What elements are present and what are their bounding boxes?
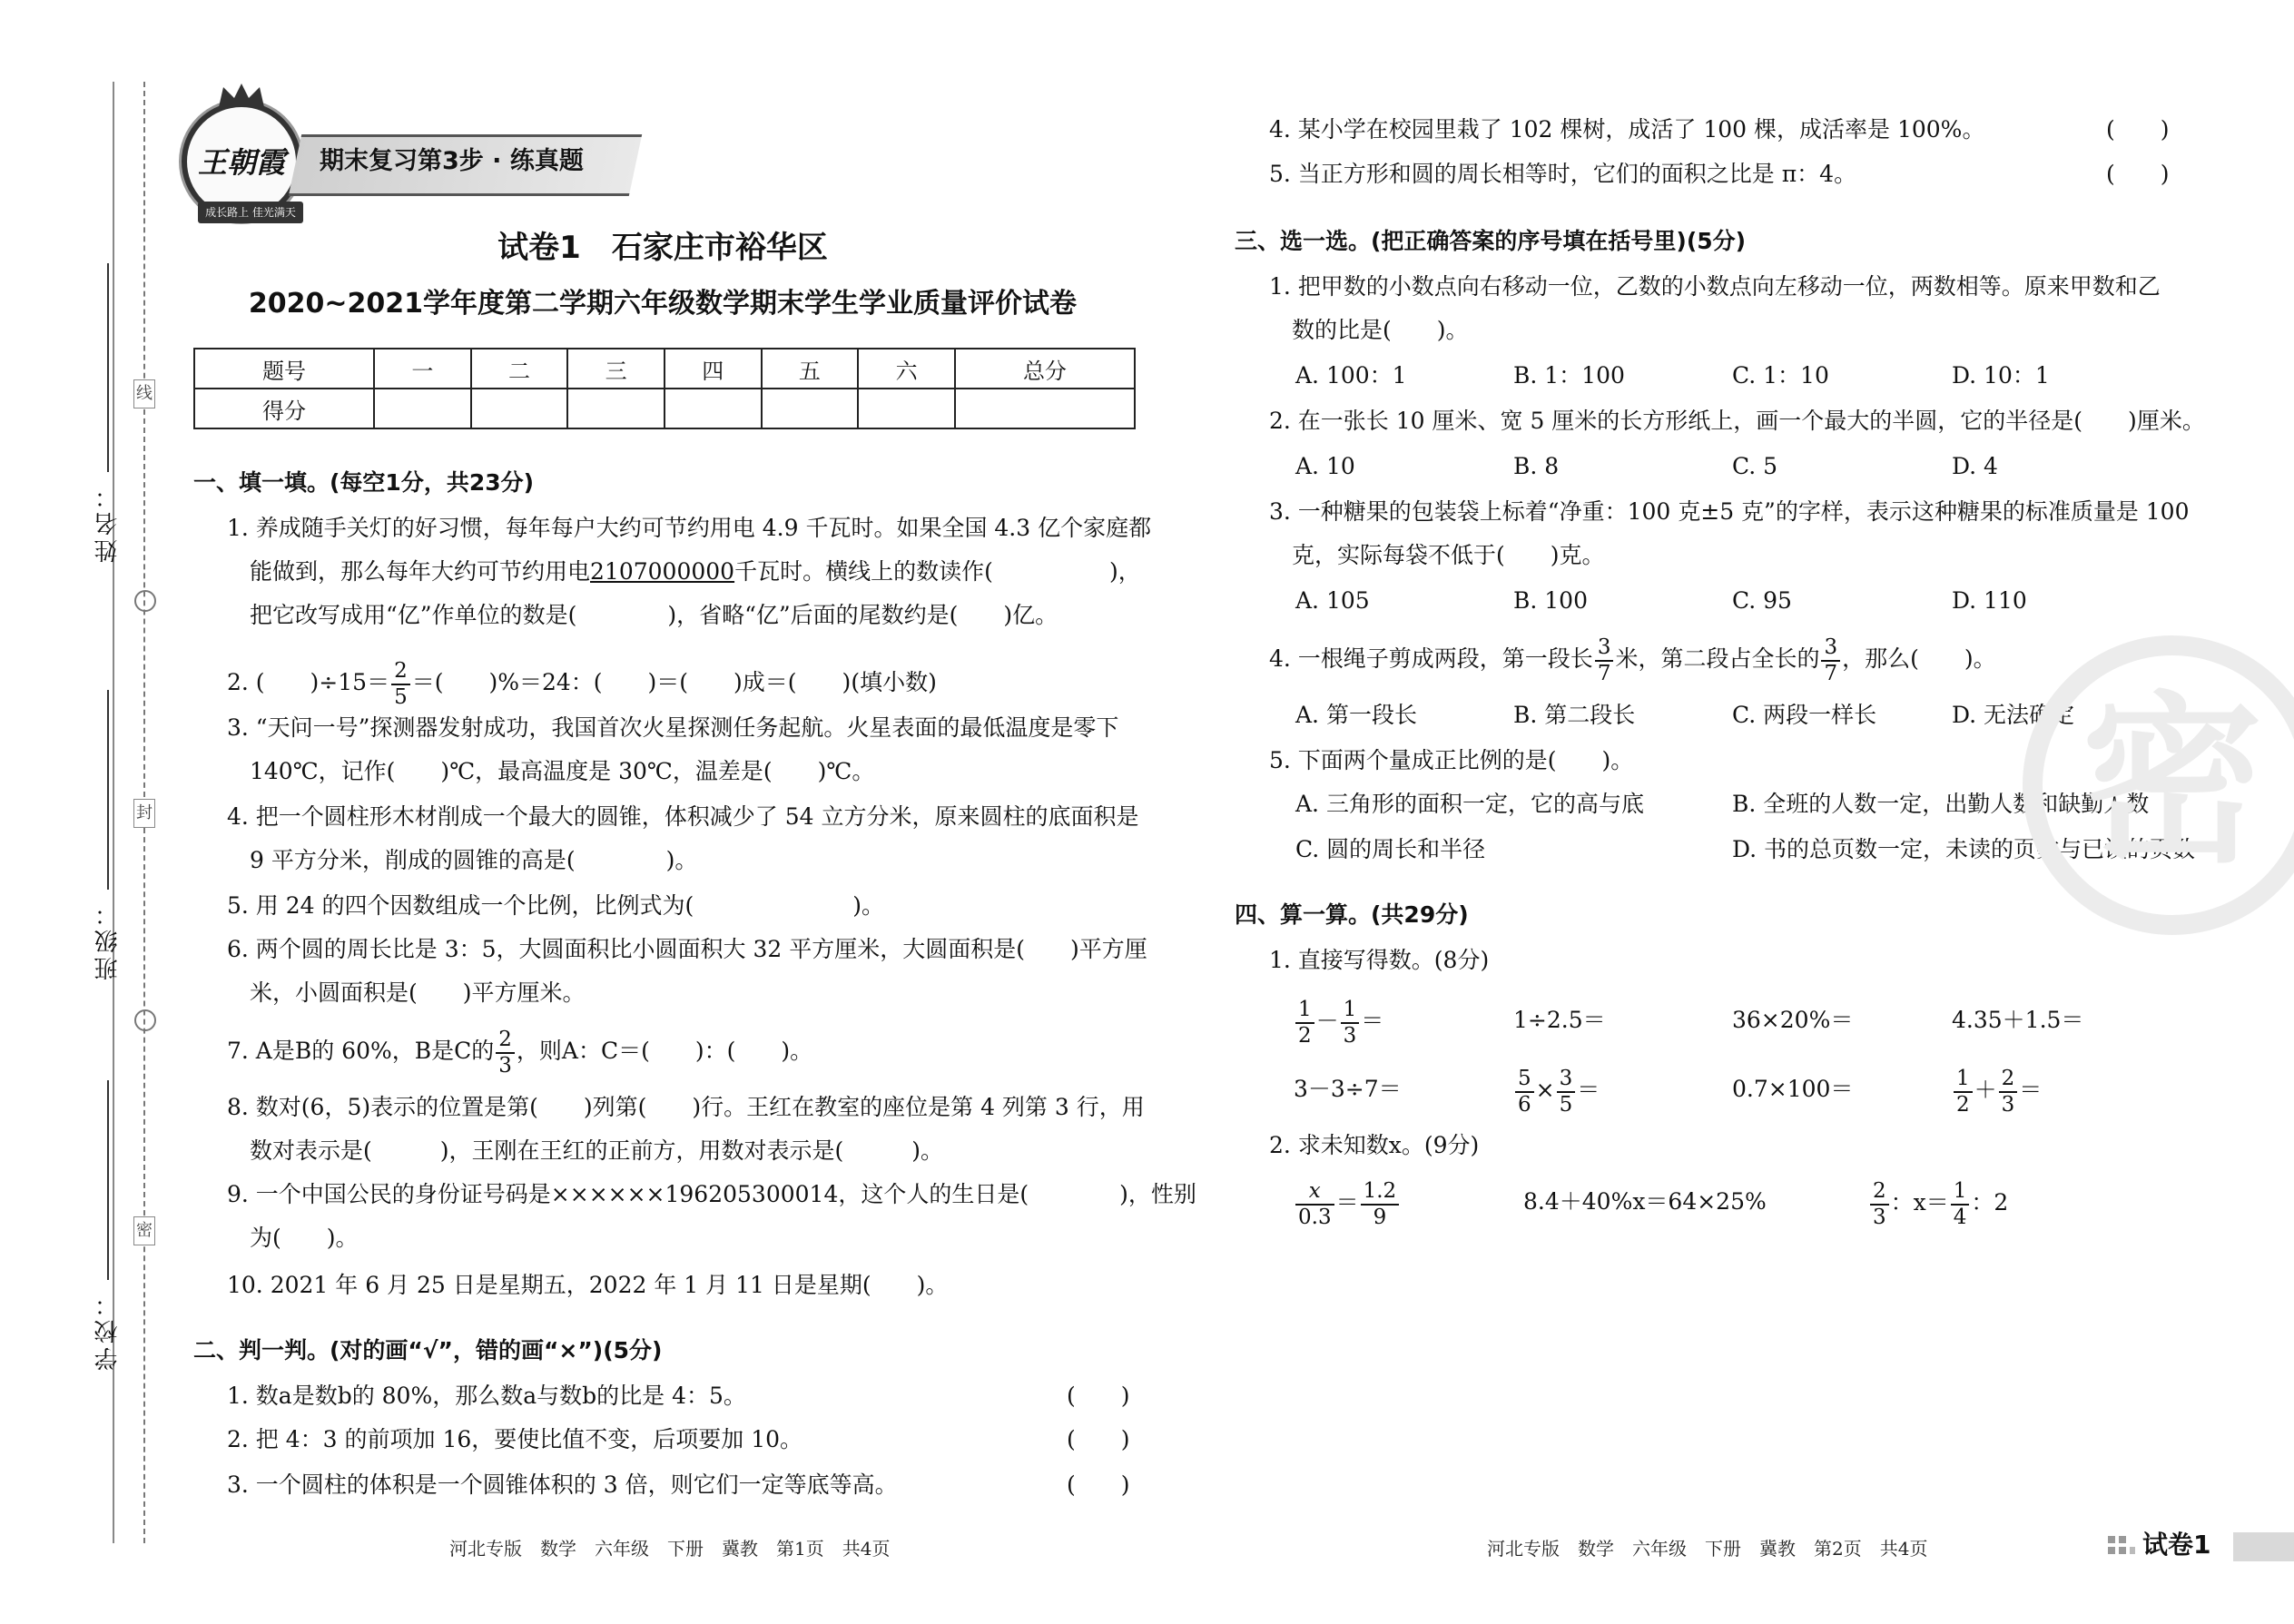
c2-option-a[interactable]: A. 10 (1295, 453, 1355, 479)
score-col-1: 一 (374, 349, 471, 389)
k2-e1-frac-a (1295, 1178, 1334, 1229)
k2-e3-bn: 1 (1951, 1181, 1970, 1206)
c3-option-a[interactable]: A. 105 (1295, 587, 1370, 614)
school-label: 学校： (94, 1289, 122, 1371)
section-1-title: 一、填一填。(每空1分，共23分) (193, 469, 535, 496)
k2-e1-op: ＝ (1335, 1189, 1359, 1216)
c4-fraction-2 (1821, 637, 1840, 684)
binding-hole-2 (134, 1009, 156, 1031)
k2-e1-bn: 1.2 (1361, 1181, 1400, 1206)
q8-line-b: 数对表示是( )，王刚在王红的正前方，用数对表示是( )。 (250, 1137, 944, 1164)
score-col-6: 六 (858, 349, 955, 389)
k1-e6-bn: 3 (1557, 1068, 1576, 1093)
q4-line-b: 9 平方分米，削成的圆锥的高是( )。 (250, 847, 698, 873)
c3-line-b: 克，实际每袋不低于( )克。 (1292, 542, 1605, 568)
k1-e1-tail: ＝ (1361, 1008, 1384, 1034)
c1-option-c[interactable]: C. 1：10 (1732, 362, 1829, 389)
c4-fraction-1 (1595, 637, 1614, 684)
k1-expr-2: 1÷2.5＝ (1513, 1007, 1606, 1033)
score-col-4: 四 (665, 349, 762, 389)
score-col-label: 题号 (194, 349, 374, 389)
k1-e8-frac-a (1954, 1068, 1973, 1116)
c1-option-b[interactable]: B. 1：100 (1513, 362, 1625, 389)
k1-e6-bd: 5 (1559, 1092, 1573, 1117)
seal-char-xian: 线 (133, 379, 155, 408)
q7-line (227, 1024, 812, 1078)
c1-option-d[interactable]: D. 10：1 (1952, 362, 2050, 389)
k1-e8-bn: 2 (1999, 1068, 2018, 1093)
section-4-title: 四、算一算。(共29分) (1235, 901, 1469, 928)
q7-frac-num: 2 (496, 1029, 515, 1054)
k1-e1-frac-a (1295, 999, 1314, 1047)
c5-line-a: 5. 下面两个量成正比例的是( )。 (1269, 747, 1634, 773)
watermark-seal-char: 密 (2081, 676, 2263, 888)
c1-line-a: 1. 把甲数的小数点向右移动一位，乙数的小数点向左移动一位，两数相等。原来甲数和乙 (1269, 273, 2161, 300)
c2-option-c[interactable]: C. 5 (1732, 453, 1778, 479)
q1-b-text1: 能做到，那么每年大约可节约用电 (250, 558, 591, 585)
k1-e1-frac-b (1341, 999, 1360, 1047)
k2-expr-3 (1868, 1171, 2008, 1235)
k2-e1-bd: 9 (1373, 1205, 1387, 1229)
judge-5: 5. 当正方形和圆的周长相等时，它们的面积之比是 π：4。 (1269, 161, 1857, 187)
score-col-2: 二 (471, 349, 568, 389)
q9-line-a: 9. 一个中国公民的身份证号码是××××××196205300014，这个人的生日是( )，性别 (227, 1181, 1196, 1207)
k2-e3-an: 2 (1870, 1181, 1889, 1206)
page-subtitle: 2020~2021学年度第二学期六年级数学期末学生学业质量评价试卷 (248, 288, 1078, 320)
q3-line-b: 140℃，记作( )℃，最高温度是 30℃，温差是( )℃。 (250, 758, 875, 784)
k2-e3-tail: ：2 (1971, 1189, 2009, 1216)
watermark-seal (2023, 635, 2294, 935)
k2-expr-2: 8.4＋40%x＝64×25% (1523, 1188, 1767, 1215)
c4-option-d[interactable]: D. 无法确定 (1952, 702, 2075, 728)
q3-line-a: 3. “天问一号”探测器发射成功，我国首次火星探测任务起航。火星表面的最低温度是零下 (227, 714, 1119, 741)
k1-expr-5: 3－3÷7＝ (1294, 1076, 1402, 1102)
c3-option-c[interactable]: C. 95 (1732, 587, 1792, 614)
binding-hole-1 (134, 590, 156, 612)
page-title: 试卷1 石家庄市裕华区 (497, 230, 828, 266)
score-table-score-row (194, 389, 1135, 428)
k2-e3-bd: 4 (1953, 1205, 1967, 1229)
tab-strip (2233, 1532, 2294, 1561)
k1-e1-ad: 2 (1298, 1023, 1312, 1048)
q7-text-a: 7. A是B的 60%，B是C的 (227, 1038, 495, 1064)
c3-line-a: 3. 一种糖果的包装袋上标着“净重：100 克±5 克”的字样，表示这种糖果的标准质量是 100 (1269, 498, 2190, 525)
c2-option-b[interactable]: B. 8 (1513, 453, 1560, 479)
q2-text-a: 2. ( )÷15＝ (227, 669, 390, 695)
k2-e1-frac-b (1361, 1178, 1400, 1229)
judge-1-paren[interactable]: ( ) (1067, 1383, 1130, 1409)
seal-char-mi: 密 (133, 1216, 155, 1245)
c4-text-c: ，那么( )。 (1842, 645, 1996, 672)
seal-char-feng: 封 (133, 799, 155, 828)
c4-f1-den: 7 (1597, 661, 1611, 685)
judge-2-paren[interactable]: ( ) (1067, 1426, 1130, 1452)
score-cell[interactable] (374, 389, 471, 428)
name-line[interactable] (107, 263, 109, 472)
c3-option-d[interactable]: D. 110 (1952, 587, 2027, 614)
k2-e3-frac-a (1870, 1178, 1889, 1229)
c5-option-c[interactable]: C. 圆的周长和半径 (1295, 836, 1486, 862)
tab-dots-icon (2108, 1536, 2135, 1558)
k1-e8-op: ＋ (1974, 1077, 1997, 1103)
c4-line-a (1269, 632, 1996, 686)
c4-option-a[interactable]: A. 第一段长 (1295, 702, 1417, 728)
score-col-3: 三 (567, 349, 665, 389)
k1-e1-bd: 3 (1343, 1023, 1357, 1048)
q2-frac-den: 5 (394, 684, 408, 709)
score-cell[interactable] (955, 389, 1135, 428)
q1-line-b (250, 556, 993, 588)
c2-option-d[interactable]: D. 4 (1952, 453, 1998, 479)
q1-line-c: 把它改写成用“亿”作单位的数是( )，省略“亿”后面的尾数约是( )亿。 (250, 602, 1058, 628)
k1-expr-6 (1513, 1058, 1600, 1122)
score-cell[interactable] (567, 389, 665, 428)
k1-expr-4: 4.35＋1.5＝ (1952, 1007, 2084, 1033)
judge-3: 3. 一个圆柱的体积是一个圆锥体积的 3 倍，则它们一定等底等高。 (227, 1471, 898, 1498)
k1-e6-tail: ＝ (1577, 1077, 1600, 1103)
judge-5-paren[interactable]: ( ) (2106, 161, 2170, 187)
footer-right: 河北专版 数学 六年级 下册 冀教 第2页 共4页 (1487, 1538, 1928, 1560)
logo-ribbon: 成长路上 佳光满天 (198, 202, 303, 223)
k1-e6-op: × (1535, 1077, 1555, 1103)
k1-e8-ad: 2 (1956, 1092, 1970, 1117)
class-line[interactable] (107, 690, 109, 890)
q7-text-b: ，则A：C＝( )：( )。 (516, 1038, 813, 1064)
q5-line: 5. 用 24 的四个因数组成一个比例，比例式为( )。 (227, 892, 885, 919)
q7-frac-den: 3 (498, 1053, 512, 1078)
judge-1: 1. 数a是数b的 80%，那么数a与数b的比是 4：5。 (227, 1383, 746, 1409)
k1-e8-tail: ＝ (2019, 1077, 2043, 1103)
k2-e3-mid: ：x＝ (1890, 1189, 1949, 1216)
c5-option-a[interactable]: A. 三角形的面积一定，它的高与底 (1295, 791, 1644, 817)
k2-title: 2. 求未知数x。(9分) (1269, 1132, 1480, 1158)
c1-line-b: 数的比是( )。 (1292, 317, 1469, 343)
q2-frac-num: 2 (391, 661, 410, 685)
q1-line-b-close: )， (1109, 558, 1141, 585)
judge-3-paren[interactable]: ( ) (1067, 1471, 1130, 1498)
score-cell[interactable] (762, 389, 859, 428)
c3-option-b[interactable]: B. 100 (1513, 587, 1588, 614)
score-cell[interactable] (858, 389, 955, 428)
score-table (193, 348, 1136, 429)
k1-title: 1. 直接写得数。(8分) (1269, 947, 1490, 973)
q2-line (227, 655, 937, 710)
judge-4: 4. 某小学在校园里栽了 102 棵树，成活了 100 棵，成活率是 100%。 (1269, 116, 1985, 143)
judge-4-paren[interactable]: ( ) (2106, 116, 2170, 143)
name-label: 姓名： (94, 481, 122, 563)
c4-f2-num: 3 (1821, 637, 1840, 662)
judge-2: 2. 把 4：3 的前项加 16，要使比值不变，后项要加 10。 (227, 1426, 803, 1452)
q1-b-text2: 千瓦时。横线上的数读作( (734, 558, 993, 585)
score-row-label: 得分 (194, 389, 374, 428)
c1-option-a[interactable]: A. 100：1 (1295, 362, 1407, 389)
section-2-title: 二、判一判。(对的画“√”，错的画“×”)(5分) (193, 1337, 663, 1363)
k2-expr-1 (1294, 1171, 1401, 1235)
banner-text: 期末复习第3步 · 练真题 (320, 147, 584, 175)
k2-e1-an: x (1295, 1181, 1334, 1206)
k1-expr-3: 36×20%＝ (1732, 1007, 1854, 1033)
q6-line-b: 米，小圆面积是( )平方厘米。 (250, 979, 586, 1006)
q2-text-b: ＝( )%＝24：( )＝( )成＝( )(填小数) (411, 669, 937, 695)
logo-text: 王朝霞 (197, 145, 285, 180)
c4-f2-den: 7 (1824, 661, 1838, 685)
score-cell[interactable] (665, 389, 762, 428)
k1-e8-an: 1 (1954, 1068, 1973, 1093)
c4-f1-num: 3 (1595, 637, 1614, 662)
c2-line-a: 2. 在一张长 10 厘米、宽 5 厘米的长方形纸上，画一个最大的半圆，它的半径是( )厘米。 (1269, 408, 2205, 434)
k1-expr-8 (1952, 1058, 2042, 1122)
class-label: 班级： (94, 899, 122, 980)
k1-expr-1 (1294, 989, 1383, 1053)
q2-fraction (391, 658, 410, 709)
k1-e1-an: 1 (1295, 999, 1314, 1024)
footer-left: 河北专版 数学 六年级 下册 冀教 第1页 共4页 (449, 1538, 891, 1560)
score-col-5: 五 (762, 349, 859, 389)
k1-e8-frac-b (1999, 1068, 2018, 1116)
q10-line: 10. 2021 年 6 月 25 日是星期五，2022 年 1 月 11 日是星期( )。 (227, 1272, 949, 1298)
k1-e6-frac-b (1557, 1068, 1576, 1116)
k2-e3-frac-b (1951, 1178, 1970, 1229)
score-col-total: 总分 (955, 349, 1135, 389)
tab-label: 试卷1 (2142, 1530, 2211, 1560)
k1-e8-bd: 3 (2001, 1092, 2015, 1117)
k2-e3-ad: 3 (1873, 1205, 1886, 1229)
q4-line-a: 4. 把一个圆柱形木材削成一个最大的圆锥，体积减少了 54 立方分米，原来圆柱的底面积是 (227, 803, 1139, 830)
score-cell[interactable] (471, 389, 568, 428)
k1-expr-7: 0.7×100＝ (1732, 1076, 1854, 1102)
k1-e6-ad: 6 (1518, 1092, 1531, 1117)
k1-e1-op: － (1315, 1008, 1339, 1034)
q1-line-a: 1. 养成随手关灯的好习惯，每年每户大约可节约用电 4.9 千瓦时。如果全国 4.3 亿个家庭都 (227, 515, 1152, 541)
q7-fraction (496, 1029, 515, 1077)
k1-e1-bn: 1 (1341, 999, 1360, 1024)
q9-line-b: 为( )。 (250, 1225, 359, 1251)
crown-icon (214, 82, 269, 109)
c5-option-b[interactable]: B. 全班的人数一定，出勤人数和缺勤人数 (1732, 791, 2150, 817)
c4-option-b[interactable]: B. 第二段长 (1513, 702, 1636, 728)
k1-e6-frac-a (1515, 1068, 1534, 1116)
q6-line-a: 6. 两个圆的周长比是 3：5，大圆面积比小圆面积大 32 平方厘米，大圆面积是( )平方厘 (227, 936, 1147, 962)
q8-line-a: 8. 数对(6，5)表示的位置是第( )列第( )行。王红在教室的座位是第 4 列第 3 行，用 (227, 1094, 1145, 1120)
c4-text-a: 4. 一根绳子剪成两段，第一段长 (1269, 645, 1593, 672)
score-table-header-row (194, 349, 1135, 389)
c4-text-b: 米，第二段占全长的 (1615, 645, 1820, 672)
section-3-title: 三、选一选。(把正确答案的序号填在括号里)(5分) (1235, 228, 1747, 254)
q1-b-number: 2107000000 (590, 558, 735, 585)
c5-option-d[interactable]: D. 书的总页数一定，未读的页数与已读的页数 (1732, 836, 2196, 862)
k2-e1-ad: 0.3 (1298, 1205, 1332, 1229)
k1-e6-an: 5 (1515, 1068, 1534, 1093)
school-line[interactable] (107, 1080, 109, 1280)
c4-option-c[interactable]: C. 两段一样长 (1732, 702, 1877, 728)
